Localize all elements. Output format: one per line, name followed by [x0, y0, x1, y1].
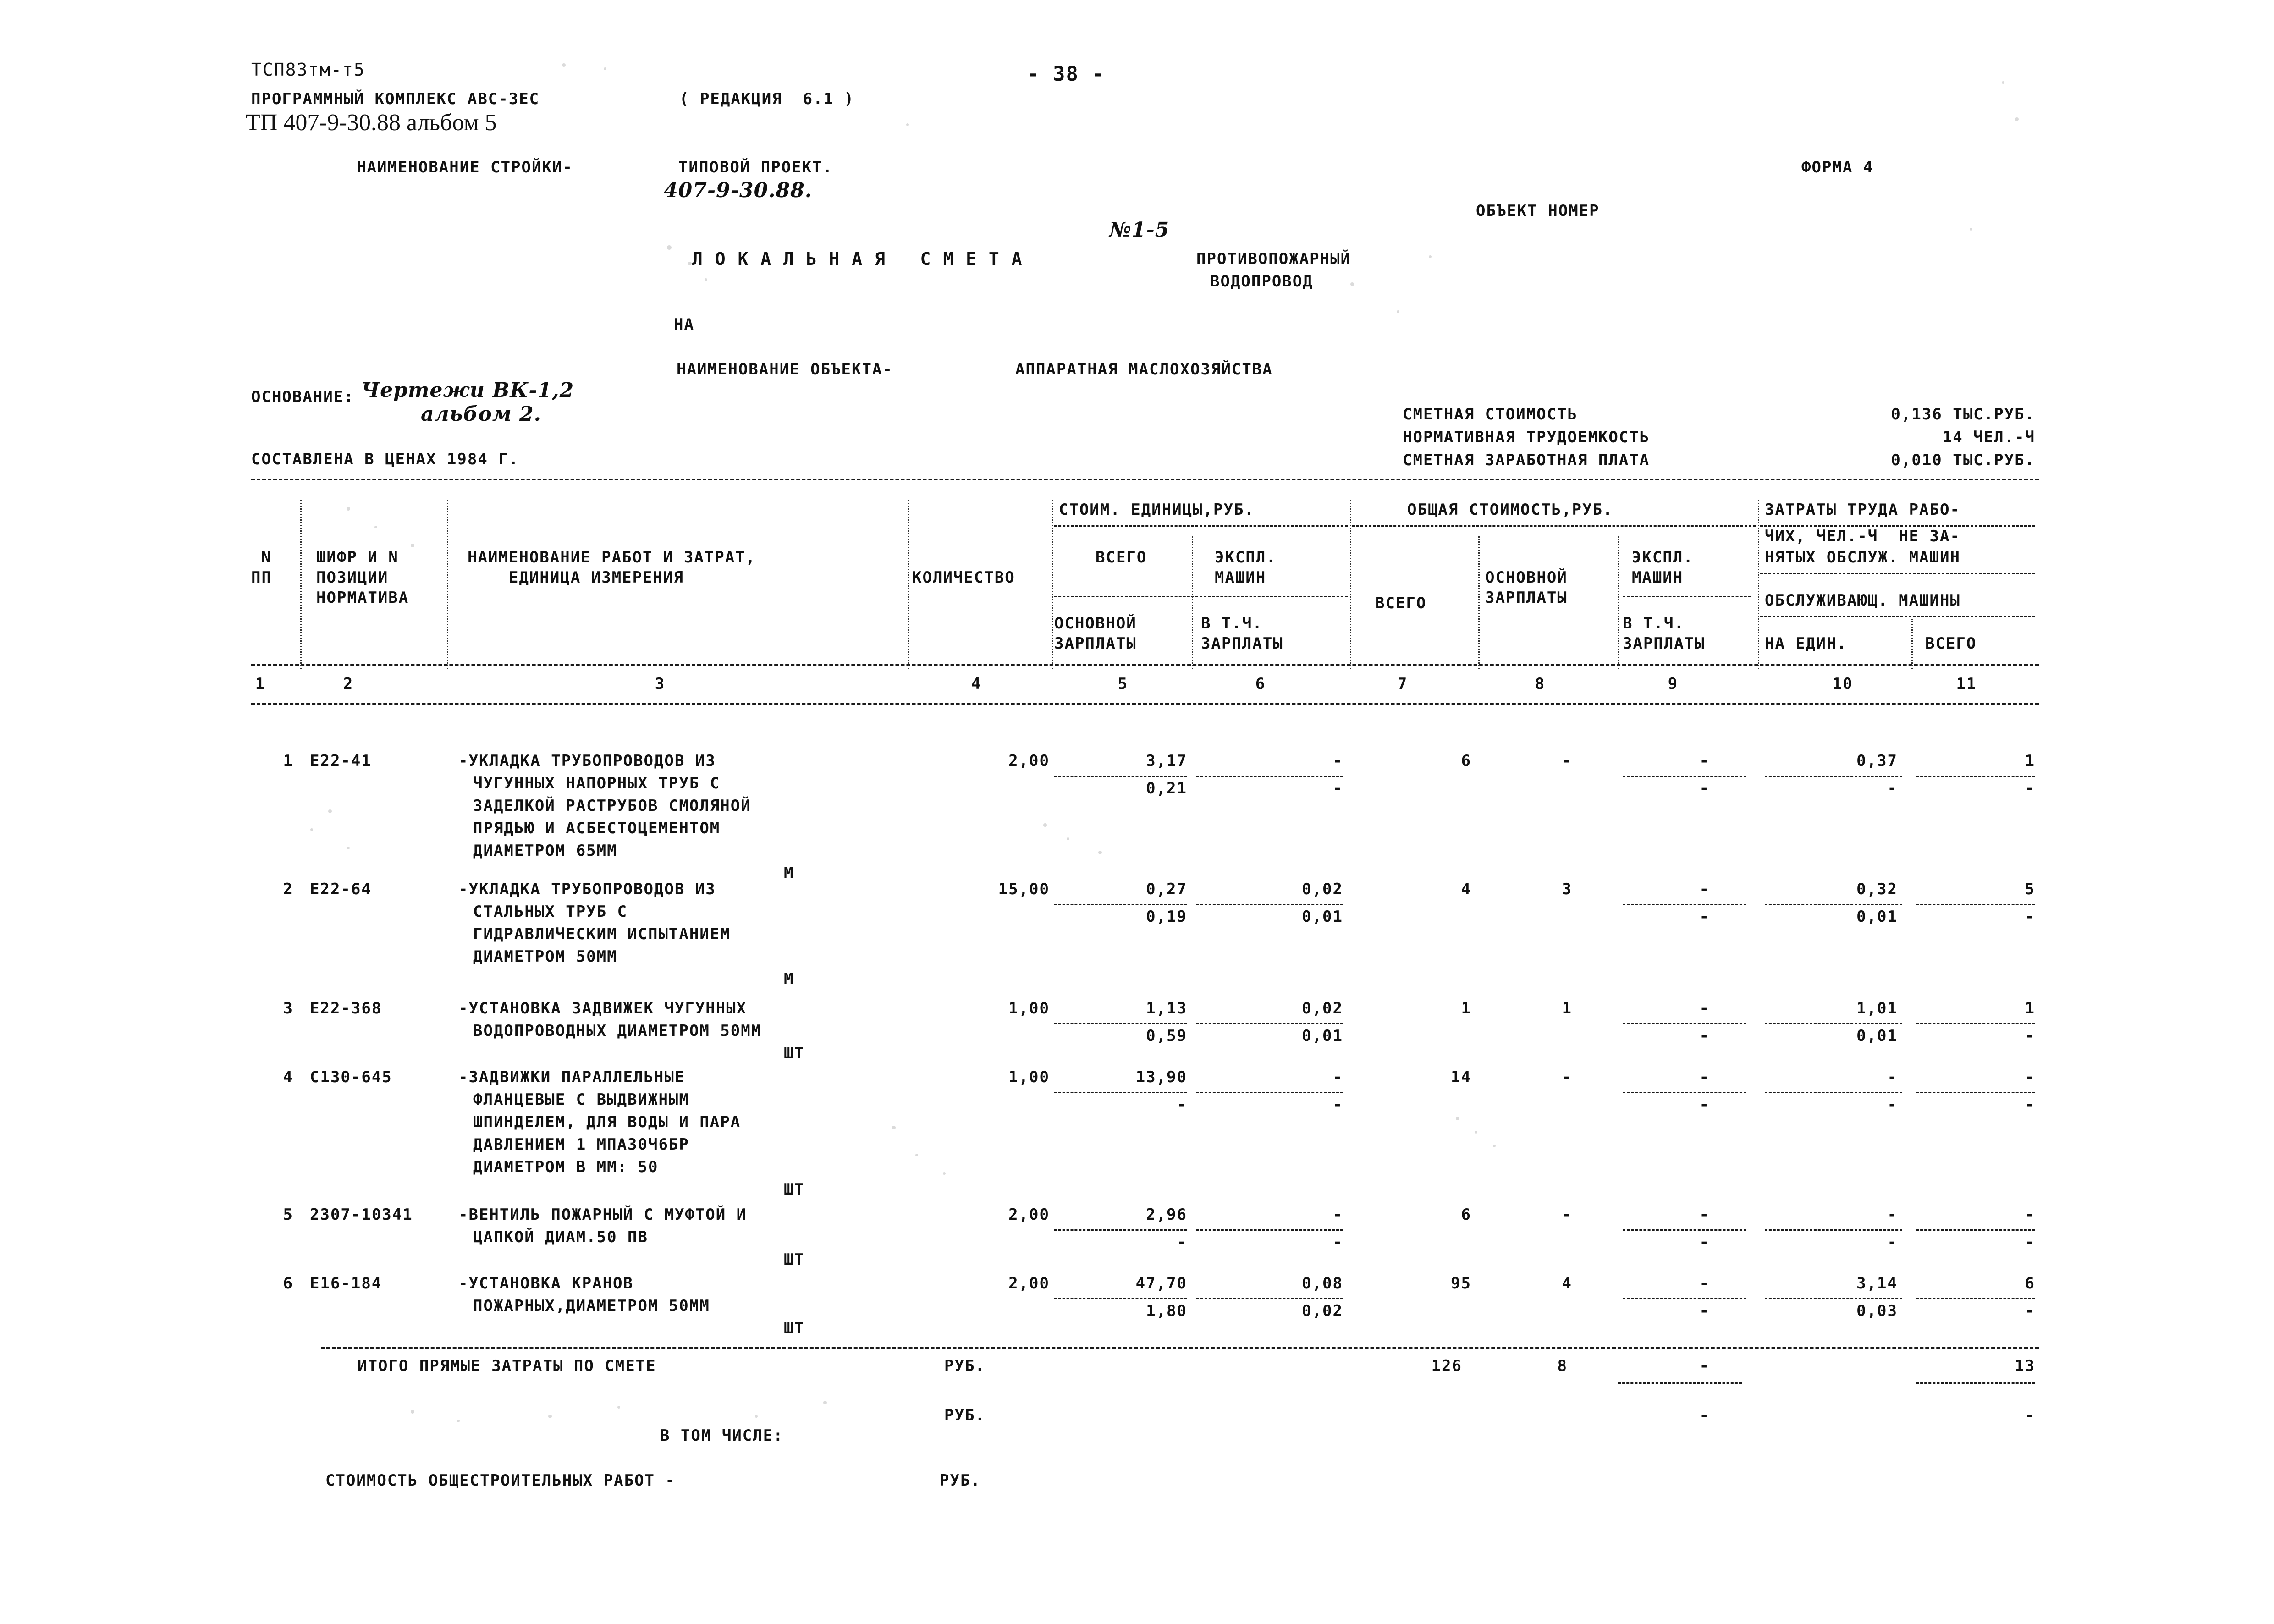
row-total-wage: 3 — [1562, 880, 1572, 898]
program-edition: ( РЕДАКЦИЯ 6.1 ) — [679, 90, 854, 108]
row-name-line: -УСТАНОВКА КРАНОВ — [458, 1274, 633, 1293]
col-total-mach-2: МАШИН — [1632, 568, 1684, 587]
basis-label: ОСНОВАНИЕ: — [251, 388, 354, 406]
row-labor2-per-unit: - — [1887, 1233, 1898, 1251]
row-separator — [1623, 904, 1746, 905]
row-unit-machines-wage: 0,01 — [1302, 908, 1343, 926]
program-name: ПРОГРАММНЫЙ КОМПЛЕКС АВС-3ЕС — [251, 90, 540, 108]
row-separator — [1916, 904, 2035, 905]
row-unit-price: 0,27 — [1146, 880, 1187, 898]
header-top-rule — [251, 479, 2039, 480]
row-separator — [1054, 1229, 1187, 1231]
row-total: 4 — [1461, 880, 1471, 898]
row-unit-price-wage: - — [1177, 1096, 1187, 1114]
estimate-number: №1-5 — [1109, 218, 1170, 242]
col-number-3: 3 — [655, 675, 666, 693]
direct-costs-wage: 8 — [1557, 1357, 1568, 1375]
row-quantity: 2,00 — [1008, 752, 1050, 770]
row-separator — [1623, 1023, 1746, 1024]
row-unit-machines-wage: - — [1332, 779, 1343, 798]
row-total-wage: - — [1562, 1068, 1572, 1086]
direct-costs-unit-2: РУБ. — [944, 1406, 986, 1425]
col-total-wage-2: ЗАРПЛАТЫ — [1485, 589, 1568, 607]
na-label: НА — [674, 315, 694, 334]
row-separator — [1623, 776, 1746, 777]
row-separator — [1916, 1092, 2035, 1093]
col-code-3: НОРМАТИВА — [316, 589, 409, 607]
row-labor-per-unit: 1,01 — [1856, 999, 1898, 1018]
row-labor2-per-unit: 0,01 — [1856, 1027, 1898, 1045]
row-separator — [1196, 904, 1343, 905]
form-number: ФОРМА 4 — [1801, 158, 1874, 176]
rule — [1916, 1382, 2035, 1384]
col-number-11: 11 — [1956, 675, 1977, 693]
direct-costs-unit: РУБ. — [944, 1357, 986, 1375]
row-total-wage: - — [1562, 752, 1572, 770]
row-name-line: -УКЛАДКА ТРУБОПРОВОДОВ ИЗ — [458, 880, 716, 898]
header-mid-rule — [251, 664, 2039, 666]
wage-label: СМЕТНАЯ ЗАРАБОТНАЯ ПЛАТА — [1403, 451, 1650, 469]
col-number-9: 9 — [1668, 675, 1679, 693]
col-number-8: 8 — [1535, 675, 1546, 693]
row-labor-per-unit: 3,14 — [1856, 1274, 1898, 1293]
row-code: Е22-64 — [310, 880, 372, 898]
row-total-machines: - — [1699, 1274, 1710, 1293]
cost-value: 0,136 ТЫС.РУБ. — [1891, 405, 2035, 424]
row-unit-price-wage: 1,80 — [1146, 1302, 1187, 1320]
row-separator — [1196, 1298, 1343, 1299]
rule — [908, 500, 909, 669]
rule — [1758, 500, 1759, 669]
row-separator — [1765, 1298, 1902, 1299]
row-labor-total: - — [2025, 1206, 2035, 1224]
row-total-wage: 1 — [1562, 999, 1572, 1018]
row-total-machines: - — [1699, 999, 1710, 1018]
row-separator — [1054, 1298, 1187, 1299]
row-unit-price: 3,17 — [1146, 752, 1187, 770]
direct-costs-labor: 13 — [2015, 1357, 2035, 1375]
document-title: Л О К А Л Ь Н А Я С М Е Т А — [692, 249, 1023, 269]
row-total-machines-wage: - — [1699, 1096, 1710, 1114]
row-separator — [1054, 1023, 1187, 1024]
row-name-line: ФЛАНЦЕВЫЕ С ВЫДВИЖНЫМ — [473, 1090, 689, 1109]
row-number: 2 — [283, 880, 293, 898]
row-name-line: СТАЛЬНЫХ ТРУБ С — [473, 903, 628, 921]
col-name-2: ЕДИНИЦА ИЗМЕРЕНИЯ — [509, 568, 684, 587]
direct-costs-machines-2: - — [1699, 1406, 1710, 1425]
col-total-mach-1: ЭКСПЛ. — [1632, 548, 1694, 567]
rule — [1352, 525, 1756, 527]
row-name-line: ГИДРАВЛИЧЕСКИМ ИСПЫТАНИЕМ — [473, 925, 731, 943]
row-code: Е16-184 — [310, 1274, 382, 1293]
row-name-line: -ЗАДВИЖКИ ПАРАЛЛЕЛЬНЫЕ — [458, 1068, 685, 1086]
row-number: 1 — [283, 752, 293, 770]
row-labor2-total: - — [2025, 779, 2035, 798]
row-number: 3 — [283, 999, 293, 1018]
rule — [1478, 536, 1480, 669]
row-number: 6 — [283, 1274, 293, 1293]
row-unit-machines-wage: - — [1332, 1096, 1343, 1114]
row-labor-total: 1 — [2025, 752, 2035, 770]
row-separator — [1054, 776, 1187, 777]
col-unit-wage-2: ЗАРПЛАТЫ — [1054, 634, 1137, 653]
col-number-1: 1 — [255, 675, 266, 693]
rule — [447, 500, 448, 669]
row-separator — [1054, 904, 1187, 905]
row-separator — [1916, 1298, 2035, 1299]
row-separator — [1054, 1092, 1187, 1093]
general-construction-label: СТОИМОСТЬ ОБЩЕСТРОИТЕЛЬНЫХ РАБОТ - — [325, 1471, 676, 1490]
col-unit-mach-2: МАШИН — [1215, 568, 1266, 587]
col-no-1: N — [261, 548, 272, 567]
row-unit: ШТ — [784, 1180, 804, 1199]
direct-costs-labor-2: - — [2025, 1406, 2035, 1425]
labor-value: 14 ЧЕЛ.-Ч — [1942, 428, 2035, 446]
row-name-line: ЧУГУННЫХ НАПОРНЫХ ТРУБ С — [473, 774, 721, 793]
row-name-line: ДИАМЕТРОМ В ММ: 50 — [473, 1158, 659, 1176]
row-labor-total: - — [2025, 1068, 2035, 1086]
row-unit-price-wage: 0,59 — [1146, 1027, 1187, 1045]
row-labor2-per-unit: - — [1887, 779, 1898, 798]
col-no-2: ПП — [251, 568, 272, 587]
row-unit: ШТ — [784, 1044, 804, 1062]
row-unit-machines: 0,02 — [1302, 999, 1343, 1018]
row-total-machines: - — [1699, 752, 1710, 770]
row-quantity: 2,00 — [1008, 1206, 1050, 1224]
row-unit-price: 1,13 — [1146, 999, 1187, 1018]
basis-handwritten-2: альбом 2. — [421, 402, 541, 426]
rule — [1760, 573, 2035, 574]
row-name-line: ЗАДЕЛКОЙ РАСТРУБОВ СМОЛЯНОЙ — [473, 797, 751, 815]
row-unit-machines-wage: 0,01 — [1302, 1027, 1343, 1045]
including-label: В ТОМ ЧИСЛЕ: — [660, 1426, 784, 1445]
row-labor-total: 1 — [2025, 999, 2035, 1018]
row-separator — [1765, 1023, 1902, 1024]
construction-label: НАИМЕНОВАНИЕ СТРОЙКИ- — [357, 158, 573, 176]
row-separator — [1916, 1023, 2035, 1024]
row-total: 6 — [1461, 1206, 1471, 1224]
col-number-5: 5 — [1118, 675, 1129, 693]
row-unit-machines: - — [1332, 1068, 1343, 1086]
row-name-line: ПОЖАРНЫХ,ДИАМЕТРОМ 50ММ — [473, 1297, 710, 1315]
row-total-machines: - — [1699, 1068, 1710, 1086]
row-code: Е22-368 — [310, 999, 382, 1018]
wage-value: 0,010 ТЫС.РУБ. — [1891, 451, 2035, 469]
row-unit-price-wage: - — [1177, 1233, 1187, 1251]
col-number-4: 4 — [971, 675, 982, 693]
row-separator — [1623, 1229, 1746, 1231]
row-unit-price: 47,70 — [1135, 1274, 1187, 1293]
row-labor-total: 6 — [2025, 1274, 2035, 1293]
doc-code: ТСП83тм-т5 — [251, 60, 365, 80]
row-unit-machines-wage: - — [1332, 1233, 1343, 1251]
row-separator — [1196, 776, 1343, 777]
row-separator — [1916, 776, 2035, 777]
row-labor2-total: - — [2025, 1096, 2035, 1114]
object-number-label: ОБЪЕКТ НОМЕР — [1476, 202, 1600, 220]
construction-value: ТИПОВОЙ ПРОЕКТ. — [678, 158, 833, 176]
row-labor2-total: - — [2025, 1027, 2035, 1045]
row-labor-total: 5 — [2025, 880, 2035, 898]
row-labor2-total: - — [2025, 1233, 2035, 1251]
rule — [1618, 1382, 1742, 1384]
rule — [1052, 500, 1053, 669]
col-number-2: 2 — [343, 675, 354, 693]
row-total: 6 — [1461, 752, 1471, 770]
row-total-machines-wage: - — [1699, 779, 1710, 798]
row-unit-machines: 0,08 — [1302, 1274, 1343, 1293]
col-code-2: ПОЗИЦИИ — [316, 568, 389, 587]
row-unit-machines: - — [1332, 1206, 1343, 1224]
row-name-line: -ВЕНТИЛЬ ПОЖАРНЫЙ С МУФТОЙ И — [458, 1206, 747, 1224]
row-total-machines-wage: - — [1699, 1027, 1710, 1045]
col-number-10: 10 — [1832, 675, 1853, 693]
col-labor-per: НА ЕДИН. — [1765, 634, 1847, 653]
col-unit-incl-1: В Т.Ч. — [1201, 614, 1263, 633]
row-code: Е22-41 — [310, 752, 372, 770]
row-separator — [1765, 1229, 1902, 1231]
row-separator — [1623, 1298, 1746, 1299]
col-total-all: ВСЕГО — [1375, 594, 1427, 612]
row-labor2-per-unit: 0,03 — [1856, 1302, 1898, 1320]
row-labor2-per-unit: - — [1887, 1096, 1898, 1114]
row-unit-price-wage: 0,19 — [1146, 908, 1187, 926]
document-subject-2: ВОДОПРОВОД — [1210, 272, 1313, 291]
row-total: 1 — [1461, 999, 1471, 1018]
row-total-machines-wage: - — [1699, 1233, 1710, 1251]
row-unit: ШТ — [784, 1319, 804, 1338]
col-total-incl-1: В Т.Ч. — [1623, 614, 1685, 633]
col-total-wage-1: ОСНОВНОЙ — [1485, 568, 1568, 587]
rule — [1054, 596, 1348, 597]
album-title: ТП 407-9-30.88 альбом 5 — [246, 110, 497, 136]
col-unit-mach-1: ЭКСПЛ. — [1215, 548, 1277, 567]
document-subject-1: ПРОТИВОПОЖАРНЫЙ — [1196, 250, 1351, 268]
col-unit-total: ВСЕГО — [1096, 548, 1147, 567]
row-labor2-total: - — [2025, 908, 2035, 926]
row-total-machines: - — [1699, 880, 1710, 898]
col-code-1: ШИФР И N — [316, 548, 399, 567]
row-unit-machines: - — [1332, 752, 1343, 770]
row-total-wage: - — [1562, 1206, 1572, 1224]
row-name-line: -УСТАНОВКА ЗАДВИЖЕК ЧУГУННЫХ — [458, 999, 747, 1018]
col-unit-wage-1: ОСНОВНОЙ — [1054, 614, 1137, 633]
row-quantity: 1,00 — [1008, 999, 1050, 1018]
row-labor-per-unit: - — [1887, 1206, 1898, 1224]
row-labor2-per-unit: 0,01 — [1856, 908, 1898, 926]
row-total-machines-wage: - — [1699, 908, 1710, 926]
rule — [1618, 536, 1619, 669]
row-separator — [1765, 1092, 1902, 1093]
rule — [1623, 596, 1751, 597]
row-code: 2307-10341 — [310, 1206, 413, 1224]
row-total-machines-wage: - — [1699, 1302, 1710, 1320]
row-number: 4 — [283, 1068, 293, 1086]
rule — [1192, 536, 1193, 669]
rule — [1760, 525, 2035, 527]
row-name-line: ДАВЛЕНИЕМ 1 МПА30Ч6БР — [473, 1135, 689, 1154]
col-total-cost: ОБЩАЯ СТОИМОСТЬ,РУБ. — [1407, 501, 1613, 519]
row-name-line: -УКЛАДКА ТРУБОПРОВОДОВ ИЗ — [458, 752, 716, 770]
row-unit: М — [784, 864, 794, 882]
general-construction-unit: РУБ. — [940, 1471, 981, 1490]
row-separator — [1765, 904, 1902, 905]
row-quantity: 1,00 — [1008, 1068, 1050, 1086]
col-labor-all: ВСЕГО — [1925, 634, 1977, 653]
page-number: - 38 - — [1027, 62, 1105, 86]
row-code: С130-645 — [310, 1068, 392, 1086]
row-labor2-total: - — [2025, 1302, 2035, 1320]
row-name-line: ДИАМЕТРОМ 65ММ — [473, 842, 617, 860]
row-unit-machines-wage: 0,02 — [1302, 1302, 1343, 1320]
rule — [1911, 619, 1913, 669]
row-quantity: 2,00 — [1008, 1274, 1050, 1293]
cost-label: СМЕТНАЯ СТОИМОСТЬ — [1403, 405, 1578, 424]
col-unit-incl-2: ЗАРПЛАТЫ — [1201, 634, 1283, 653]
col-name-1: НАИМЕНОВАНИЕ РАБОТ И ЗАТРАТ, — [468, 548, 756, 567]
direct-costs-label: ИТОГО ПРЯМЫЕ ЗАТРАТЫ ПО СМЕТЕ — [358, 1357, 656, 1375]
row-name-line: ДИАМЕТРОМ 50ММ — [473, 947, 617, 966]
totals-top-rule — [321, 1347, 2039, 1349]
row-total: 14 — [1451, 1068, 1471, 1086]
row-unit: М — [784, 970, 794, 988]
project-number: 407-9-30.88. — [664, 179, 813, 202]
row-labor-per-unit: 0,32 — [1856, 880, 1898, 898]
row-unit-price: 2,96 — [1146, 1206, 1187, 1224]
row-unit: ШТ — [784, 1250, 804, 1269]
direct-costs-total: 126 — [1431, 1357, 1462, 1375]
col-unit-cost: СТОИМ. ЕДИНИЦЫ,РУБ. — [1059, 501, 1255, 519]
row-separator — [1196, 1092, 1343, 1093]
col-total-incl-2: ЗАРПЛАТЫ — [1623, 634, 1705, 653]
row-separator — [1765, 776, 1902, 777]
row-name-line: ШПИНДЕЛЕМ, ДЛЯ ВОДЫ И ПАРА — [473, 1113, 741, 1131]
col-labor-1: ЗАТРАТЫ ТРУДА РАБО- — [1765, 501, 1960, 519]
row-name-line: ВОДОПРОВОДНЫХ ДИАМЕТРОМ 50ММ — [473, 1022, 762, 1040]
direct-costs-machines: - — [1699, 1357, 1710, 1375]
row-labor-per-unit: 0,37 — [1856, 752, 1898, 770]
row-name-line: ЦАПКОЙ ДИАМ.50 ПВ — [473, 1228, 648, 1246]
labor-label: НОРМАТИВНАЯ ТРУДОЕМКОСТЬ — [1403, 428, 1650, 446]
basis-handwritten-1: Чертежи ВК-1,2 — [361, 379, 574, 402]
rule — [1350, 500, 1351, 669]
rule — [1760, 616, 2035, 617]
row-labor-per-unit: - — [1887, 1068, 1898, 1086]
object-value: АППАРАТНАЯ МАСЛОХОЗЯЙСТВА — [1015, 360, 1273, 379]
rule — [1054, 525, 1348, 527]
row-unit-price-wage: 0,21 — [1146, 779, 1187, 798]
row-separator — [1196, 1229, 1343, 1231]
row-unit-machines: 0,02 — [1302, 880, 1343, 898]
rule — [300, 500, 302, 669]
prices-basis: СОСТАВЛЕНА В ЦЕНАХ 1984 Г. — [251, 450, 519, 468]
col-quantity: КОЛИЧЕСТВО — [912, 568, 1015, 587]
col-labor-4: ОБСЛУЖИВАЮЩ. МАШИНЫ — [1765, 591, 1960, 610]
row-separator — [1196, 1023, 1343, 1024]
object-label: НАИМЕНОВАНИЕ ОБЪЕКТА- — [677, 360, 893, 379]
row-total-machines: - — [1699, 1206, 1710, 1224]
row-separator — [1916, 1229, 2035, 1231]
col-labor-2: ЧИХ, ЧЕЛ.-Ч НЕ ЗА- — [1765, 527, 1960, 545]
header-bottom-rule — [251, 703, 2039, 705]
row-total: 95 — [1451, 1274, 1471, 1293]
row-number: 5 — [283, 1206, 293, 1224]
col-labor-3: НЯТЫХ ОБСЛУЖ. МАШИН — [1765, 548, 1960, 567]
row-name-line: ПРЯДЬЮ И АСБЕСТОЦЕМЕНТОМ — [473, 819, 721, 837]
row-unit-price: 13,90 — [1135, 1068, 1187, 1086]
col-number-7: 7 — [1397, 675, 1408, 693]
row-total-wage: 4 — [1562, 1274, 1572, 1293]
col-number-6: 6 — [1255, 675, 1266, 693]
row-separator — [1623, 1092, 1746, 1093]
row-quantity: 15,00 — [998, 880, 1050, 898]
